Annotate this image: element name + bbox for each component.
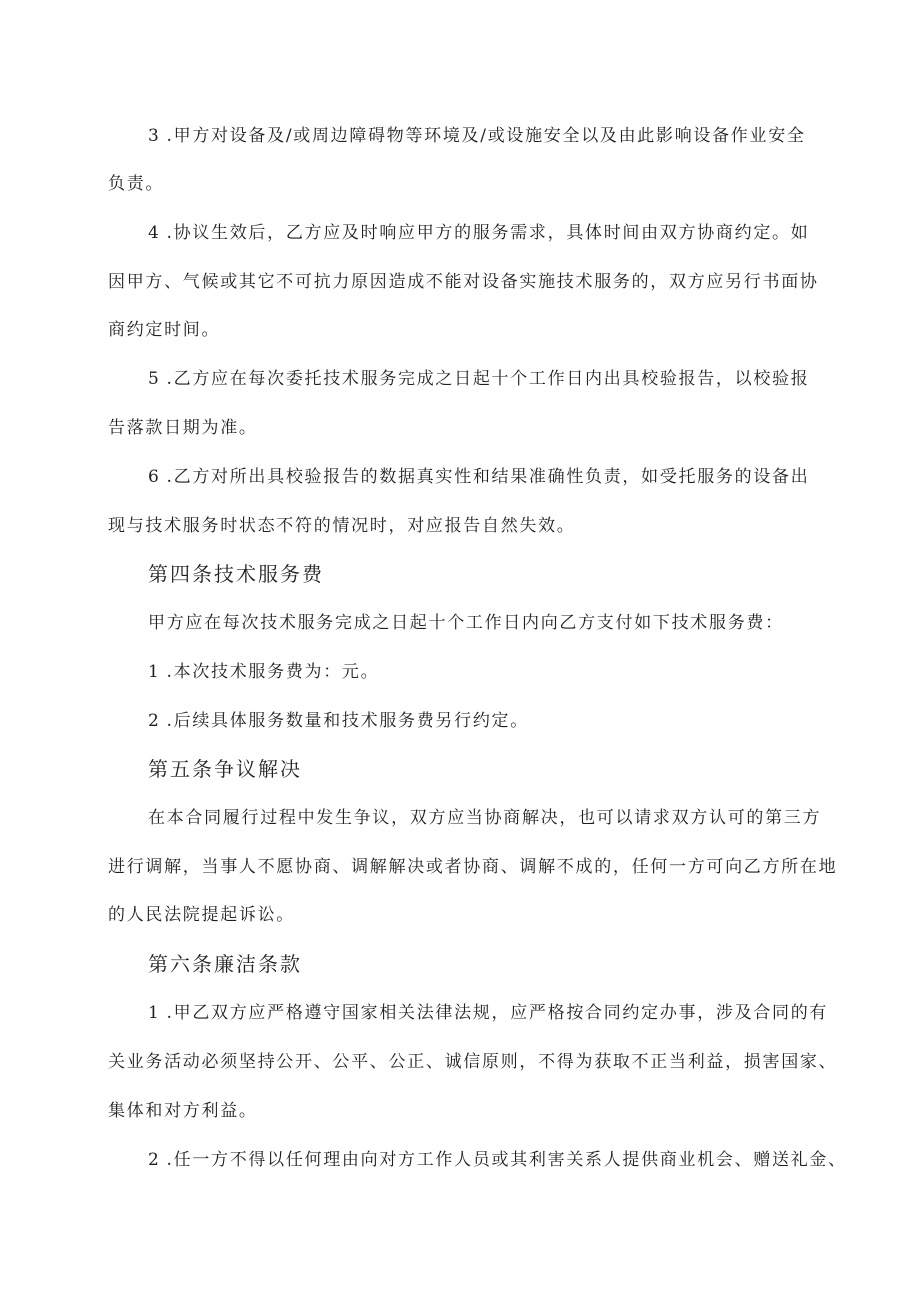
clause-text: .甲方对设备及/或周边障碍物等环境及/或设施安全以及由此影响设备作业安全: [166, 126, 806, 146]
clause-text: .本次技术服务费为：元。: [166, 662, 380, 682]
clause-4-line-1: [148, 221, 809, 245]
clause-3-line-1: [148, 124, 806, 148]
clause-number: 5: [148, 369, 161, 389]
article-4-item-1: [148, 660, 379, 684]
clause-text: .后续具体服务数量和技术服务费另行约定。: [166, 711, 529, 731]
article-4-heading: 第四条技术服务费: [148, 562, 324, 586]
clause-6-line-2: 现与技术服务时状态不符的情况时，对应报告自然失效。: [108, 516, 576, 536]
article-6-item-1-line-3: 集体和对方利益。: [108, 1101, 258, 1121]
article-4-intro: 甲方应在每次技术服务完成之日起十个工作日内向乙方支付如下技术服务费：: [148, 613, 784, 633]
clause-number: 1: [148, 662, 161, 682]
article-6-heading: 第六条廉洁条款: [148, 952, 302, 976]
clause-text: .乙方对所出具校验报告的数据真实性和结果准确性负责，如受托服务的设备出: [166, 467, 810, 487]
clause-number: 4: [148, 223, 161, 243]
clause-number: 6: [148, 467, 161, 487]
clause-text: .任一方不得以任何理由向对方工作人员或其利害关系人提供商业机会、赠送礼金、: [166, 1150, 847, 1170]
clause-number: 2: [148, 711, 161, 731]
clause-6-line-1: [148, 465, 809, 489]
clause-4-line-3: 商约定时间。: [108, 320, 221, 340]
clause-5-line-2: 告落款日期为准。: [108, 418, 258, 438]
article-4-item-2: [148, 709, 529, 733]
clause-3-line-2: 负责。: [108, 174, 165, 194]
article-6-item-1-line-2: 关业务活动必须坚持公开、公平、公正、诚信原则，不得为获取不正当利益，损害国家、: [108, 1052, 838, 1072]
article-5-heading: 第五条争议解决: [148, 757, 302, 781]
clause-text: .协议生效后，乙方应及时响应甲方的服务需求，具体时间由双方协商约定。如: [166, 223, 810, 243]
clause-4-line-2: 因甲方、气候或其它不可抗力原因造成不能对设备实施技术服务的，双方应另行书面协: [108, 272, 819, 292]
clause-number: 1: [148, 1003, 161, 1023]
clause-number: 3: [148, 126, 161, 146]
clause-text: .甲乙双方应严格遵守国家相关法律法规，应严格按合同约定办事，涉及合同的有: [166, 1003, 829, 1023]
clause-number: 2: [148, 1150, 161, 1170]
article-6-item-1-line-1: [148, 1001, 828, 1025]
article-5-line-3: 的人民法院提起诉讼。: [108, 905, 295, 925]
article-5-line-1: 在本合同履行过程中发生争议，双方应当协商解决，也可以请求双方认可的第三方: [148, 808, 822, 828]
clause-text: .乙方应在每次委托技术服务完成之日起十个工作日内出具校验报告，以校验报: [166, 369, 810, 389]
article-5-line-2: 进行调解，当事人不愿协商、调解解决或者协商、调解不成的，任何一方可向乙方所在地: [108, 857, 838, 877]
article-6-item-2-line-1: [148, 1148, 847, 1172]
clause-5-line-1: [148, 367, 809, 391]
